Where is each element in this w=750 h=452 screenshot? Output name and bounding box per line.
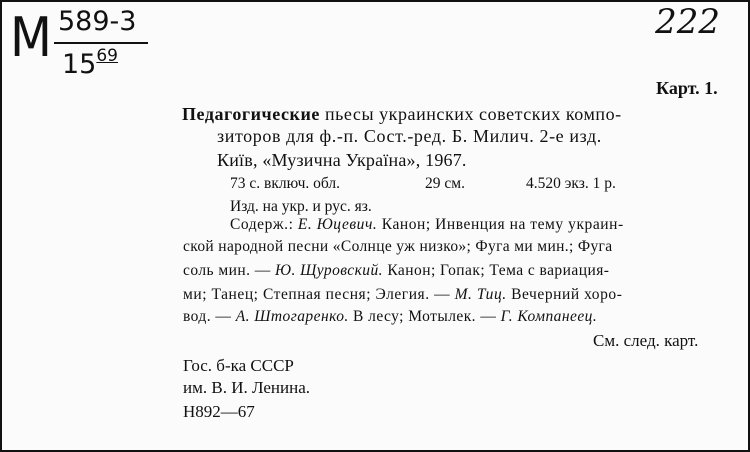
contents-text: Вечерний хоро- xyxy=(506,286,623,303)
contents-line-3 xyxy=(183,261,609,281)
copies-note: 4.520 экз. 1 р. xyxy=(526,175,616,192)
composer-name: Г. Компанеец. xyxy=(500,308,598,325)
language-note: Изд. на укр. и рус. яз. xyxy=(230,198,372,215)
contents-text: В лесу; Мотылек. — xyxy=(348,308,501,325)
contents-line-1 xyxy=(230,215,624,235)
title-line-1-rest: пьесы украинских советских компо- xyxy=(319,104,622,124)
contents-text: вод. — xyxy=(183,308,236,325)
composer-name: А. Штогаренко. xyxy=(235,308,349,325)
card-number: 222 xyxy=(655,2,720,42)
title-bold-word: Педагогические xyxy=(182,104,320,124)
contents-text: ми; Танец; Степная песня; Элегия. — xyxy=(183,286,455,303)
library-code: Н892—67 xyxy=(183,402,255,421)
title-line-2: зиторов для ф.-п. Сост.-ред. Б. Милич. 2-е изд. xyxy=(217,126,602,146)
contents-text: Канон; Гопак; Тема с вариация- xyxy=(383,262,610,279)
title-line-3: Київ, «Музична Україна», 1967. xyxy=(217,150,467,170)
contents-line-4 xyxy=(183,285,622,305)
composer-name: Е. Юцевич. xyxy=(297,216,378,233)
contents-line-5 xyxy=(183,307,597,327)
call-number-bottom-main: 15 xyxy=(62,49,97,80)
call-number-divider xyxy=(54,42,148,44)
see-next-card: См. след. карт. xyxy=(593,331,699,350)
contents-prefix: Содерж.: xyxy=(230,216,298,233)
call-number-top: 589-3 xyxy=(58,6,137,37)
contents-text: соль мин. — xyxy=(183,262,276,279)
title-line-1 xyxy=(182,104,622,124)
contents-line-2: ской народной песни «Солнце уж низко»; Фуга ми мин.; Фуга xyxy=(183,238,613,255)
card-label: Карт. 1. xyxy=(656,78,718,98)
composer-name: Ю. Щуровский. xyxy=(275,262,384,279)
call-number-bottom-sup: 69 xyxy=(96,46,118,66)
library-line-2: им. В. И. Ленина. xyxy=(183,378,311,397)
call-number-bottom xyxy=(62,46,118,80)
call-number-letter: М xyxy=(10,6,52,69)
pages-note: 73 с. включ. обл. xyxy=(230,175,340,192)
contents-text: Канон; Инвенция на тему украин- xyxy=(377,216,624,233)
library-line-1: Гос. б-ка СССР xyxy=(183,356,294,375)
size-note: 29 см. xyxy=(425,175,465,192)
composer-name: М. Тиц. xyxy=(454,286,507,303)
